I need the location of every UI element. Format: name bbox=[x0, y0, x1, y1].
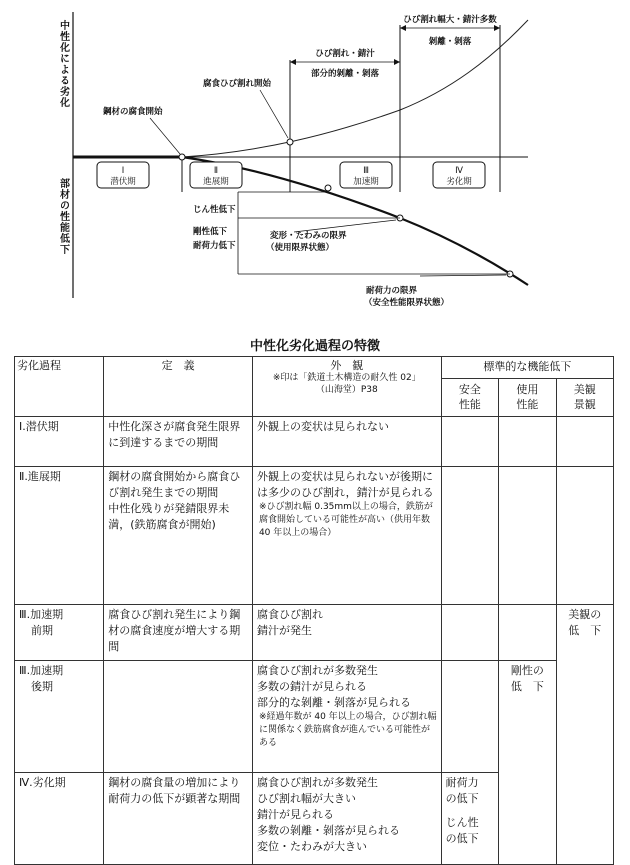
deform-limit-sub: （使用限界状態） bbox=[266, 243, 335, 253]
partial-spall-label: 部分的剝離・剝落 bbox=[310, 69, 380, 79]
usability-drop: 剛性の 低 下 bbox=[499, 661, 556, 865]
appearance-latent: 外観上の変状は見られない bbox=[252, 417, 441, 467]
y-axis-top-label: 中性化による劣化 bbox=[57, 20, 69, 108]
appearance-progress: 外観上の変状は見られないが後期には多少のひび割れ，錆汁が見られる ※ひび割れ幅 0.35mm以上の場合，鉄筋が腐食開始している可能性が高い（供用年数 40 年以上の場合） bbox=[252, 467, 441, 605]
definition-accel-early: 腐食ひび割れ発生により鋼材の腐食速度が増大する期間 bbox=[104, 605, 253, 661]
svg-text:潜伏期: 潜伏期 bbox=[110, 177, 136, 187]
svg-text:Ⅳ: Ⅳ bbox=[455, 166, 463, 176]
crack-widen-label: ひび割れ幅大・錆汁多数 bbox=[403, 15, 497, 25]
capacity-limit-label: 耐荷力の限界 bbox=[366, 286, 418, 296]
stage-degrade: Ⅳ.劣化期 bbox=[15, 773, 104, 865]
header-appearance-note-1: ※印は「鉄道土木構造の耐久性 02」 bbox=[272, 373, 421, 384]
svg-text:Ⅰ: Ⅰ bbox=[121, 166, 125, 176]
deterioration-table bbox=[14, 356, 614, 865]
svg-text:Ⅲ: Ⅲ bbox=[363, 166, 369, 176]
table-title: 中性化劣化過程の特徴 bbox=[249, 339, 380, 354]
header-process: 劣化過程 bbox=[15, 357, 104, 417]
aesthetics-drop: 美観の 低 下 bbox=[556, 605, 613, 865]
deform-limit-label: 変形・たわみの限界 bbox=[270, 231, 347, 241]
header-appearance-note-2: （山海堂）P38 bbox=[315, 384, 378, 395]
stage-box-1 bbox=[97, 162, 149, 188]
definition-latent: 中性化深さが腐食発生限界に到達するまでの期間 bbox=[104, 417, 253, 467]
toughness-label: じん性低下 bbox=[193, 205, 236, 215]
spall-label: 剝離・剝落 bbox=[428, 37, 472, 47]
crack-start-label: 腐食ひび割れ開始 bbox=[203, 79, 272, 89]
appearance-degrade: 腐食ひび割れが多数発生 ひび割れ幅が大きい 錆汁が見られる 多数の剝離・剝落が見られる 変位・たわみが大きい bbox=[252, 773, 441, 865]
table-row bbox=[15, 467, 614, 605]
corrosion-start-point bbox=[179, 154, 185, 160]
definition-progress: 鋼材の腐食開始から腐食ひび割れ発生までの期間 中性化残りが発錆限界未満，(鉄筋腐食が開始) bbox=[104, 467, 253, 605]
header-appearance-label: 外 観 bbox=[330, 359, 364, 372]
appearance-accel-late-note: ※経過年数が 40 年以上の場合，ひび割れ幅に関係なく鉄筋腐食が進んでいる可能性がある bbox=[258, 711, 437, 748]
stage-box-3 bbox=[340, 162, 392, 188]
stage-box-2 bbox=[190, 162, 242, 188]
y-axis-bottom-label: 部材の性能低下 bbox=[57, 178, 69, 255]
rigidity-label: 剛性低下 bbox=[193, 227, 228, 237]
header-safety: 安全 性能 bbox=[441, 379, 498, 417]
crack-start-point bbox=[287, 139, 293, 145]
table-row bbox=[15, 417, 614, 467]
stage-latent: Ⅰ.潜伏期 bbox=[15, 417, 104, 467]
stage-progress: Ⅱ.進展期 bbox=[15, 467, 104, 605]
definition-degrade: 鋼材の腐食量の増加により耐荷力の低下が顕著な期間 bbox=[104, 773, 253, 865]
appearance-accel-early: 腐食ひび割れ 錆汁が発生 bbox=[252, 605, 441, 661]
table-row bbox=[15, 661, 614, 773]
capacity-drop-label: 耐荷力低下 bbox=[193, 241, 236, 251]
crack-rust-label: ひび割れ・錆汁 bbox=[315, 49, 375, 59]
header-definition: 定 義 bbox=[104, 357, 253, 417]
deterioration-diagram bbox=[0, 0, 630, 325]
svg-text:加速期: 加速期 bbox=[353, 177, 379, 187]
capacity-limit-sub: （安全性能限界状態） bbox=[364, 298, 450, 308]
stage-accel-late: Ⅲ.加速期 後期 bbox=[15, 661, 104, 773]
header-appearance bbox=[252, 357, 441, 417]
toughness-point bbox=[325, 185, 331, 191]
svg-text:劣化期: 劣化期 bbox=[446, 177, 472, 187]
header-usability: 使用 性能 bbox=[499, 379, 556, 417]
appearance-accel-late: 腐食ひび割れが多数発生 多数の錆汁が見られる 部分的な剝離・剝落が見られる ※経過年数が 40 年以上の場合，ひび割れ幅に関係なく鉄筋腐食が進んでいる可能性がある bbox=[252, 661, 441, 773]
svg-text:進展期: 進展期 bbox=[203, 177, 229, 187]
corrosion-start-label: 鋼材の腐食開始 bbox=[103, 107, 163, 117]
stage-box-4 bbox=[433, 162, 485, 188]
stage-accel-early: Ⅲ.加速期 前期 bbox=[15, 605, 104, 661]
safety-drop: 耐荷力 の低下 じん性 の低下 bbox=[441, 773, 498, 865]
header-aesthetics: 美観 景観 bbox=[556, 379, 613, 417]
svg-text:Ⅱ: Ⅱ bbox=[213, 166, 219, 176]
appearance-progress-note: ※ひび割れ幅 0.35mm以上の場合，鉄筋が腐食開始している可能性が高い（供用年数 40 年以上の場合） bbox=[258, 501, 433, 538]
table-row bbox=[15, 605, 614, 661]
header-function-drop: 標準的な機能低下 bbox=[441, 357, 613, 379]
